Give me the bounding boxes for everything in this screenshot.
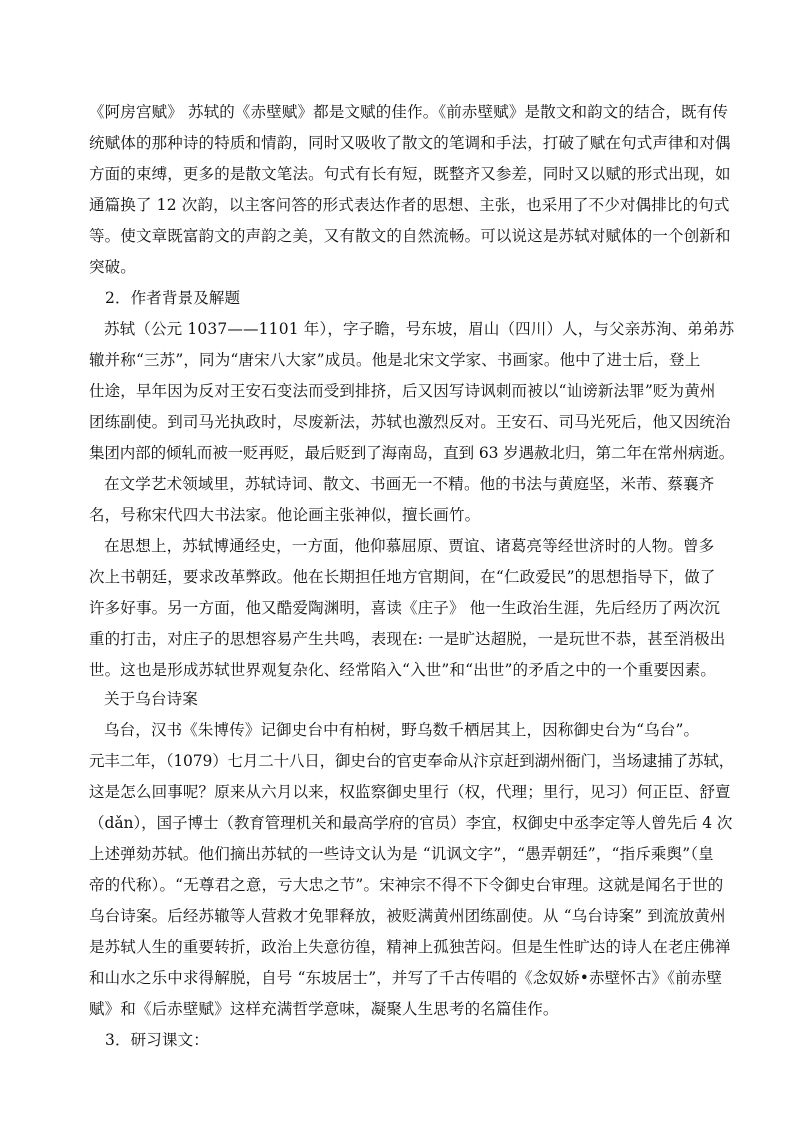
text-line: 集团内部的倾轧而被一贬再贬，最后贬到了海南岛，直到 63 岁遇赦北归，第二年在常州病逝。 [89, 444, 735, 462]
text-line: 仕途，早年因为反对王安石变法而受到排挤，后又因写诗讽刺而被以“讪谤新法罪”贬为黄州 [89, 382, 716, 400]
text-line: 在思想上，苏轼博通经史，一方面，他仰慕屈原、贾谊、诸葛亮等经世济时的人物。曾多 [104, 537, 715, 555]
text-line: 乌台，汉书《朱博传》记御史台中有柏树，野乌数千栖居其上，因称御史台为“乌台”。 [104, 721, 700, 739]
text-line: （dǎn），国子博士（教育管理机关和最高学府的官员）李宜，权御史中丞李定等人曾先后 4 次 [89, 814, 733, 832]
text-line: 上述弹劾苏轼。他们摘出苏轼的一些诗文认为是 “讥讽文字”，“愚弄朝廷”，“指斥乘舆”（皇 [89, 845, 714, 863]
section-heading: 2．作者背景及解题 [105, 289, 241, 307]
text-line: 是苏轼人生的重要转折，政治上失意彷徨，精神上孤独苦闷。但是生性旷达的诗人在老庄佛禅 [89, 938, 731, 956]
text-line: 许多好事。另一方面，他又酷爱陶渊明，喜读《庄子》 他一生政治生涯，先后经历了两次沉 [89, 599, 721, 617]
text-line: 辙并称“三苏”，同为“唐宋八大家”成员。他是北宋文学家、书画家。他中了进士后，登上 [89, 351, 701, 369]
section-heading: 3．研习课文： [105, 1031, 209, 1049]
text-line: 和山水之乐中求得解脱，自号 “东坡居士”，并写了千古传唱的《念奴娇•赤壁怀古》《前赤壁 [89, 969, 723, 987]
text-line: 名，号称宋代四大书法家。他论画主张神似，擅长画竹。 [89, 506, 481, 524]
text-line: 帝的代称）。“无尊君之意，亏大忠之节”。宋神宗不得不下令御史台审理。这就是闻名于世的 [89, 876, 724, 894]
text-line: 元丰二年，（1079）七月二十八日，御史台的官吏奉命从汴京赶到湖州衙门，当场逮捕了苏轼， [89, 752, 735, 770]
text-line: 在文学艺术领域里，苏轼诗词、散文、书画无一不精。他的书法与黄庭坚，米芾、蔡襄齐 [104, 475, 715, 493]
text-line: 这是怎么回事呢？原来从六月以来，权监察御史里行（权，代理；里行，见习）何正臣、舒亶 [89, 783, 731, 801]
text-line: 突破。 [89, 258, 136, 276]
text-line: 统赋体的那种诗的特质和情韵，同时又吸收了散文的笔调和手法，打破了赋在句式声律和对偶 [89, 134, 731, 152]
text-line: 乌台诗案。后经苏辙等人营救才免罪释放，被贬满黄州团练副使。从 “乌台诗案” 到流放黄州 [89, 907, 726, 925]
text-line: 苏轼（公元 1037——1101 年），字子瞻，号东坡，眉山（四川）人，与父亲苏洵、弟弟苏 [104, 320, 735, 338]
text-line: 《阿房宫赋》 苏轼的《赤壁赋》都是文赋的佳作。《前赤壁赋》是散文和韵文的结合，既有传 [89, 103, 728, 121]
section-heading: 关于乌台诗案 [104, 690, 198, 708]
text-line: 重的打击，对庄子的思想容易产生共鸣，表现在: 一是旷达超脱，一是玩世不恭，甚至消极出 [89, 630, 726, 648]
text-line: 次上书朝廷，要求改革弊政。他在长期担任地方官期间，在“仁政爱民”的思想指导下，做了 [89, 568, 716, 586]
text-line: 方面的束缚，更多的是散文笔法。句式有长有短，既整齐又参差，同时又以赋的形式出现，如 [89, 165, 731, 183]
text-line: 团练副使。到司马光执政时，尽废新法，苏轼也激烈反对。王安石、司马光死后，他又因统治 [89, 413, 731, 431]
text-line: 赋》和《后赤壁赋》这样充满哲学意味，凝聚人生思考的名篇佳作。 [89, 1000, 559, 1018]
text-line: 世。这也是形成苏轼世界观复杂化、经常陷入“入世”和“出世”的矛盾之中的一个重要因素。 [89, 661, 716, 679]
text-line: 通篇换了 12 次韵，以主客问答的形式表达作者的思想、主张，也采用了不少对偶排比的句式 [89, 196, 730, 214]
text-line: 等。使文章既富韵文的声韵之美，又有散文的自然流畅。可以说这是苏轼对赋体的一个创新和 [89, 227, 731, 245]
